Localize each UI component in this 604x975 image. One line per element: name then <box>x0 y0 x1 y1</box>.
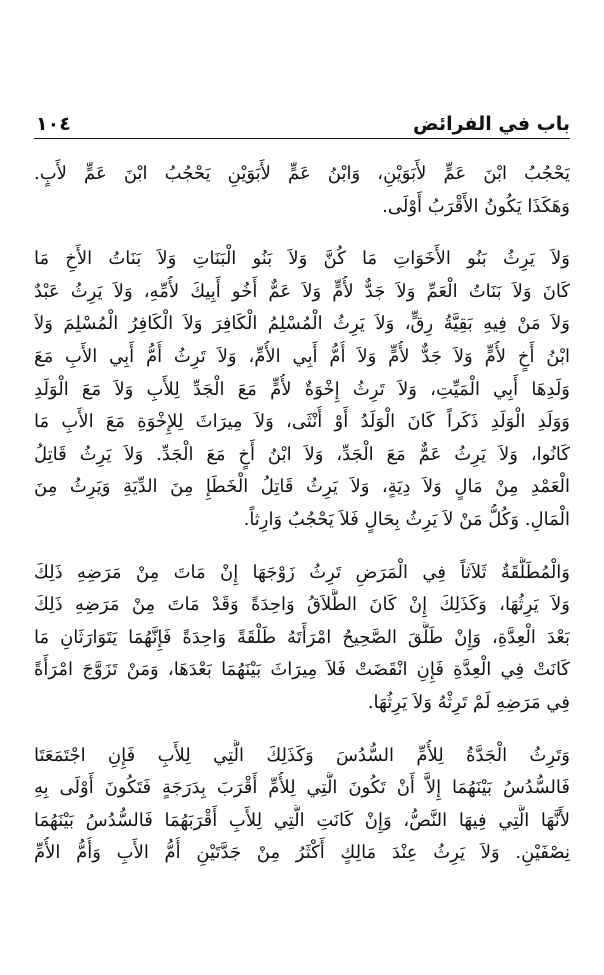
paragraph-3 <box>34 557 570 720</box>
text-line: كَانُوا، وَلاَ يَرِثُ عَمٌّ مَعَ الْجَدِّ، وَلاَ ابْنُ أَخٍ مَعَ الْجَدِّ. وَلاَ يَرِثُ قَاتِلُ <box>34 443 570 465</box>
text-line: وَتَرِثُ الْجَدَّةُ لِلأُمِّ السُّدُسَ وَكَذَلِكَ الَّتِي لِلأَبِ فَإِنِ اجْتَمَعَتَا <box>34 744 570 766</box>
book-page <box>34 112 570 942</box>
text-line: وَالْمُطَلَّقَةُ ثَلاَثاً فِي الْمَرَضِ تَرِثُ زَوْجَهَا إِنْ مَاتَ مِنْ مَرَضِهِ ذَلِكَ <box>34 561 570 583</box>
text-line: فَالسُّدُسُ بَيْنَهُمَا إِلاَّ أَنْ تَكُونَ الَّتِي لِلأُمِّ أَقْرَبَ بِدَرَجَةٍ فَتَكُونَ أَوْلَى بِهِ <box>34 777 570 799</box>
text-line: كَانَ وَلاَ بَنَاتُ الْعَمِّ وَلاَ جَدٌّ لأُمٍّ وَلاَ عَمٌّ أَخُو أَبِيكَ لأُمِّهِ، وَلاَ يَرِثُ عَبْدٌ <box>34 280 570 302</box>
text-line: وَلَدِهَا أَبِي الْمَيِّتِ، وَلاَ تَرِثُ إِخْوَةٌ لأُمٍّ مَعَ الْجَدِّ لِلأَبِ وَلاَ مَعَ الْوَلَدِ <box>34 378 570 400</box>
text-line: نِصْفَيْنِ. وَلاَ يَرِثُ عِنْدَ مَالِكٍ أَكْثَرُ مِنْ جَدَّتَيْنِ أُمُّ الأَبِ وَأُمُّ الأُمِّ <box>34 842 570 864</box>
text-line: الْمَالِ. وَكُلُّ مَنْ لاَ يَرِثُ بِحَالٍ فَلاَ يَحْجُبُ وَارِثاً. <box>243 508 570 530</box>
text-line: كَانَتْ فِي الْعِدَّةِ فَإِنِ انْقَضَتْ فَلاَ مِيرَاثَ بَيْنَهُمَا بَعْدَهَا، وَمَنْ تَزَوَّجَ امْرَأَةً <box>34 659 570 681</box>
paragraph-2 <box>34 243 570 536</box>
text-line: ابْنُ أَخٍ لأُمٍّ وَلاَ جَدٌّ لأُمٍّ وَلاَ أُمُّ أَبِي الأُمِّ، وَلاَ تَرِثُ أُمُّ أَبِي الأَبِ مَعَ <box>34 345 570 367</box>
text-line: وَوَلَدِ الْوَلَدِ ذَكَراً كَانَ الْوَلَدُ أَوْ أُنْثَى، وَلاَ مِيرَاثَ لِلإِخْوَةِ مَعَ الأَبِ مَا <box>34 411 570 433</box>
chapter-title: باب في الفرائض <box>413 113 570 135</box>
text-line: الْعَمْدِ مِنْ مَالٍ وَلاَ دِيَةٍ، وَلاَ يَرِثُ قَاتِلُ الْخَطَإِ مِنَ الدِّيَةِ وَيَرِثُ مِنَ <box>34 476 570 498</box>
text-line: وَهَكَذَا يَكُونُ الأَقْرَبُ أَوْلَى. <box>382 195 570 217</box>
text-line: وَلاَ يَرِثُهَا، وَكَذَلِكَ إِنْ كَانَ الطَّلاَقُ وَاحِدَةً وَقَدْ مَاتَ مِنْ مَرَضِهِ ذَلِكَ <box>34 594 570 616</box>
page-number: ١٠٤ <box>36 113 71 135</box>
body-text <box>34 158 570 890</box>
text-line: وَلاَ مَنْ فِيهِ بَقِيَّةُ رِقٍّ، وَلاَ يَرِثُ الْمُسْلِمُ الْكَافِرَ وَلاَ الْكَافِرُ الْمُسْلِمَ وَلاَ <box>34 313 570 335</box>
text-line: لأَنَّهَا الَّتِي فِيهَا النَّصُّ، وَإِنْ كَانَتِ الَّتِي لِلأَبِ أَقْرَبَهُمَا فَالسُّدُسُ بَيْنَهُمَا <box>34 809 570 831</box>
text-line: بَعْدَ الْعِدَّةِ، وَإِنْ طَلَّقَ الصَّحِيحُ امْرَأَتَهُ طَلْقَةً وَاحِدَةً فَإِنَّهُمَا يَتَوَارَثَانِ مَا <box>34 626 570 648</box>
paragraph-4 <box>34 740 570 870</box>
text-line: يَحْجُبُ ابْنَ عَمٍّ لأَبَوَيْنِ، وَابْنُ عَمٍّ لأَبَوَيْنِ يَحْجُبُ ابْنَ عَمٍّ لأَبٍ. <box>34 163 570 184</box>
text-line: فِي مَرَضِهِ لَمْ تَرِثْهُ وَلاَ يَرِثُهَا. <box>367 691 570 713</box>
page-header <box>34 112 570 139</box>
paragraph-1 <box>34 158 570 223</box>
text-line: وَلاَ يَرِثُ بَنُو الأَخَوَاتِ مَا كُنَّ وَلاَ بَنُو الْبَنَاتِ وَلاَ بَنَاتُ الأَخِ مَا <box>34 248 570 270</box>
